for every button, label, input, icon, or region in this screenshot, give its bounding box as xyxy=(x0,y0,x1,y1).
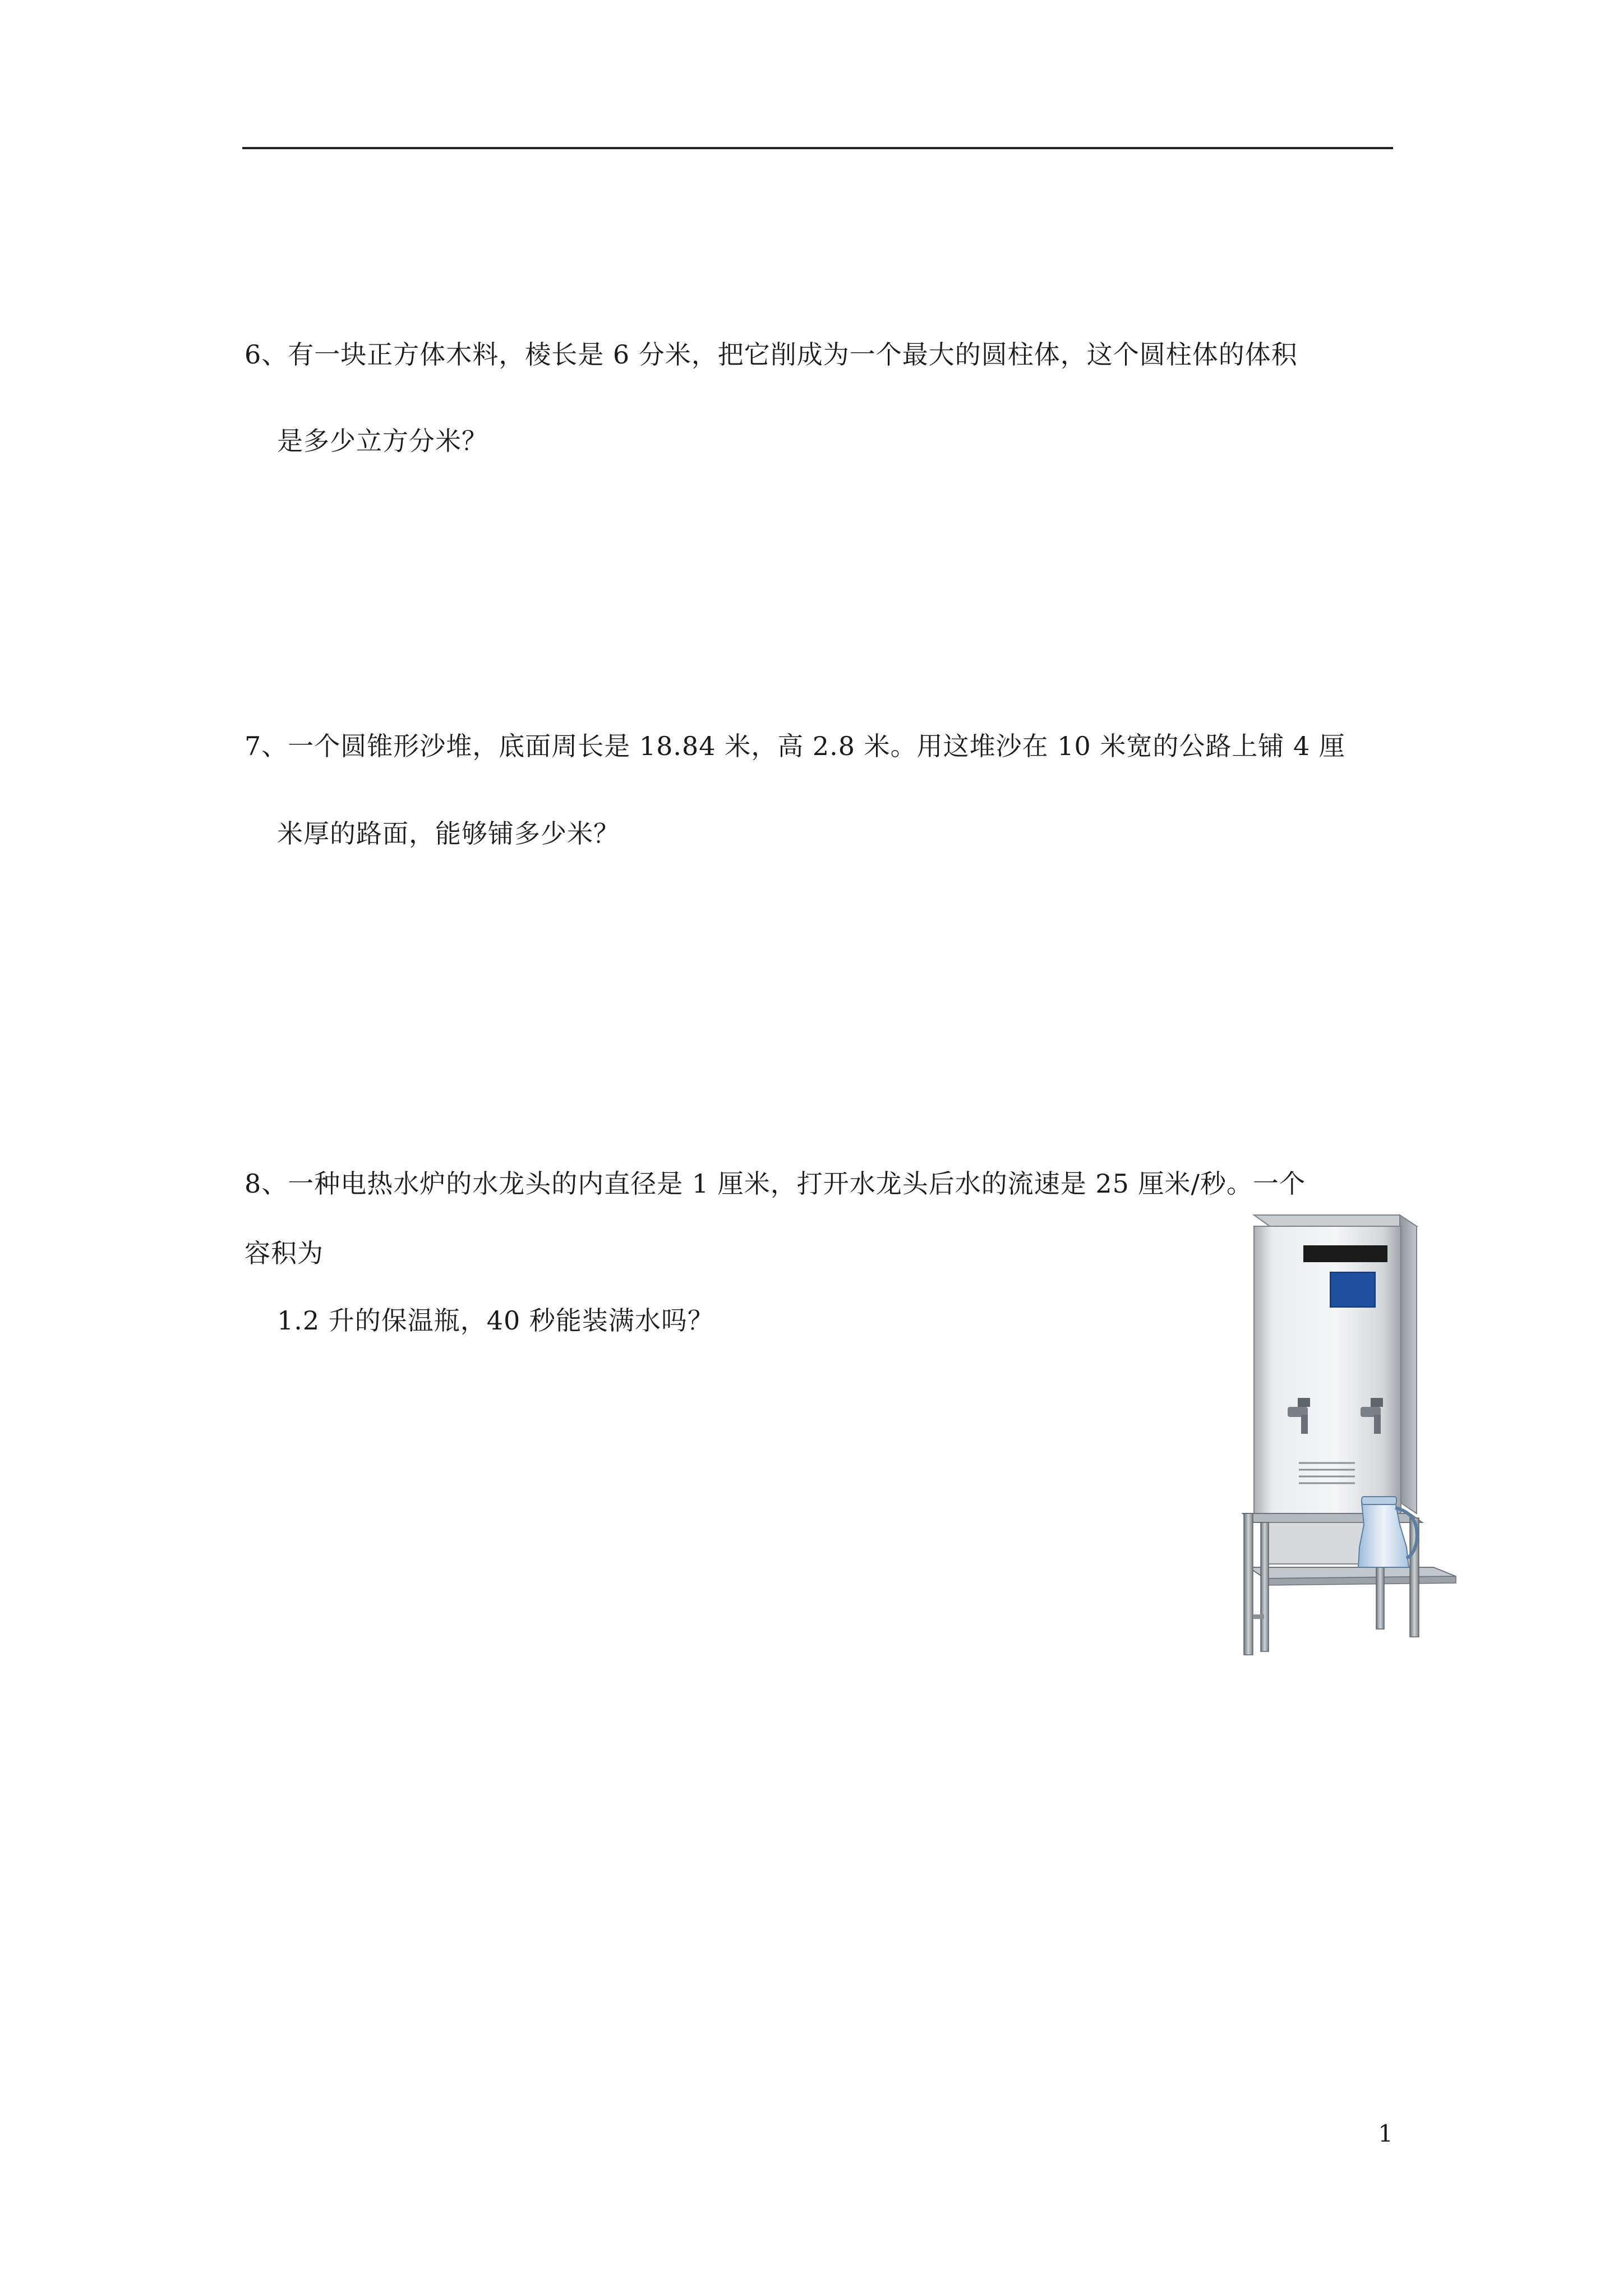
header-rule xyxy=(242,147,1393,149)
question-8-line-3: 1.2 升的保温瓶，40 秒能装满水吗？ xyxy=(277,1305,714,1336)
page-number: 1 xyxy=(1378,2120,1393,2147)
question-8-line-1: 8、一种电热水炉的水龙头的内直径是 1 厘米，打开水龙头后水的流速是 25 厘米/秒。一个 xyxy=(245,1168,1306,1199)
question-7-line-1: 7、一个圆锥形沙堆，底面周长是 18.84 米，高 2.8 米。用这堆沙在 10 米宽的公路上铺 4 厘 xyxy=(245,731,1345,761)
question-6-line-2: 是多少立方分米？ xyxy=(277,426,488,456)
electric-water-boiler-icon xyxy=(1232,1211,1467,1659)
question-6-line-1: 6、有一块正方体木料，棱长是 6 分米，把它削成为一个最大的圆柱体，这个圆柱体的体积 xyxy=(245,339,1298,370)
question-8-line-2: 容积为 xyxy=(245,1238,324,1268)
question-7-line-2: 米厚的路面，能够铺多少米？ xyxy=(277,818,620,849)
